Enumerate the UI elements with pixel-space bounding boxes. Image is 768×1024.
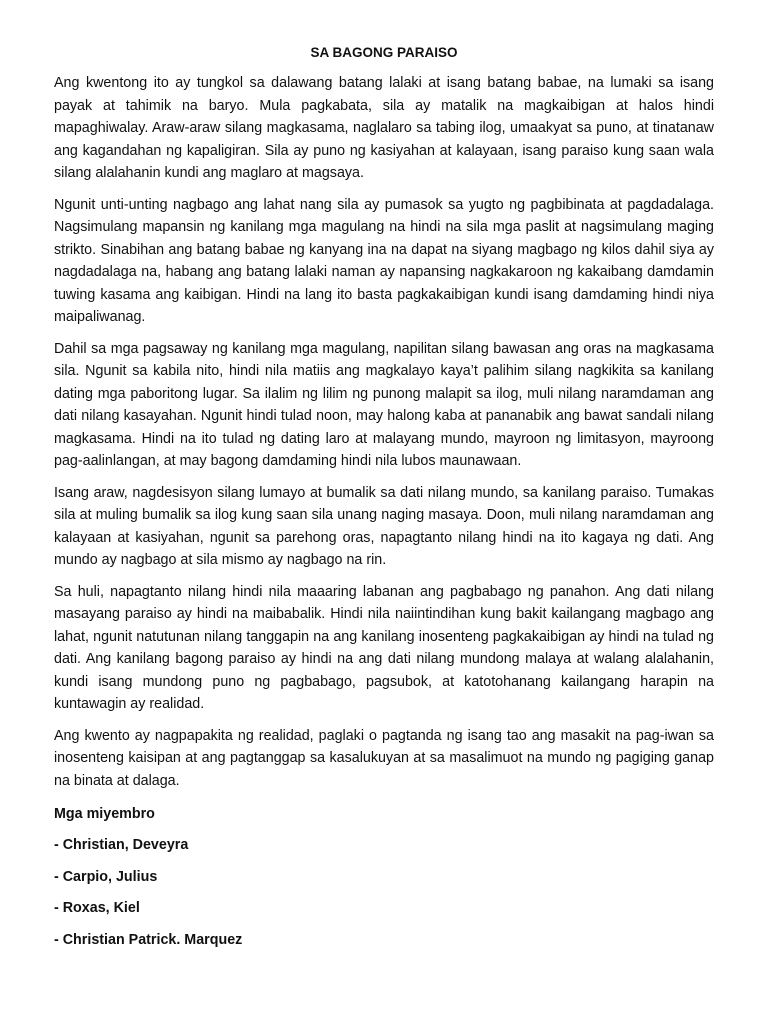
paragraph-realization: Sa huli, napagtanto nilang hindi nila maaaring labanan ang pagbabago ng panahon. Ang dati nilang masayang paraiso ay hindi na maibabalik. Hindi nila naiintindihan kung bakit kailangang magbago ang lahat, ngunit natutunan nilang tanggapin na ang kanilang inosenteng pagkakaibigan ay hindi na tulad ng dati. Ang kanilang bagong paraiso ay hindi na ang dati nilang mundong malaya at walang alalahanin, kundi isang mundong puno ng pagbabago, pagsubok, at katotohanang kailangang harapin na kuntawagin ay realidad. — [54, 583, 714, 712]
members-heading: Mga miyembro — [54, 806, 155, 822]
paragraph-return-to-river: Isang araw, nagdesisyon silang lumayo at bumalik sa dati nilang mundo, sa kanilang paraiso. Tumakas sila at muling bumalik sa ilog kung saan sila unang naging masaya. Doon, muli nilang naramdaman ang kalayaan at kasiyahan, ngunit sa parehong oras, napagtanto nilang hindi na ito kagaya ng dati. Ang mundo ay nagbago at sila mismo ay nagbago na rin. — [54, 484, 714, 568]
member-item: - Roxas, Kiel — [54, 900, 140, 916]
member-item: - Christian, Deveyra — [54, 837, 189, 853]
paragraph-secret-meetings: Dahil sa mga pagsaway ng kanilang mga magulang, napilitan silang bawasan ang oras na magkasama sila. Ngunit sa kabila nito, hindi nila matiis ang magkalayo kaya’t palihim silang nagkikita sa kanilang dating mga paboritong lugar. Sa ilalim ng lilim ng punong malapit sa ilog, muli nilang naramdaman ang dati nilang kasayahan. Ngunit hindi tulad noon, may halong kaba at pananabik ang bawat sandali nilang magkasama. Hindi na ito tulad ng dating laro at malayang mundo, mayroon ng limitasyon, mayroong pag-aalinlangan, at may bagong damdaming hindi nila lubos maunawaan. — [54, 340, 714, 469]
paragraph-intro: Ang kwentong ito ay tungkol sa dalawang batang lalaki at isang batang babae, na lumaki sa isang payak at tahimik na baryo. Mula pagkabata, sila ay matalik na magkaibigan at halos hindi mapaghiwalay. Araw-araw silang magkasama, naglalaro sa tabing ilog, umaakyat sa puno, at tinatanaw ang kagandahan ng kapaligiran. Sila ay puno ng kasiyahan at kalayaan, isang paraiso kung saan wala silang alalahanin kundi ang maglaro at magsaya. — [54, 75, 714, 181]
document-title: SA BAGONG PARAISO — [310, 45, 458, 60]
member-item: - Carpio, Julius — [54, 868, 158, 885]
member-item: - Christian Patrick. Marquez — [54, 931, 243, 948]
paragraph-conclusion: Ang kwento ay nagpapakita ng realidad, paglaki o pagtanda ng isang tao ang masakit na pag-iwan sa inosenteng kaisipan at ang pagtanggap sa kasalukuyan at sa masalimuot na mundo ng pagiging ganap na binata at dalaga. — [54, 727, 714, 789]
document-page — [54, 44, 714, 962]
paragraph-adolescence: Ngunit unti-unting nagbago ang lahat nang sila ay pumasok sa yugto ng pagbibinata at pagdadalaga. Nagsimulang mapansin ng kanilang mga magulang na hindi na sila mga paslit at nagsimulang maging strikto. Sinabihan ang batang babae ng kanyang ina na dapat na siyang magbago ng kilos dahil siya ay nagdadalaga na, habang ang batang lalaki naman ay napansing nagkakaroon ng kakaibang damdamin tuwing kasama ang kaibigan. Hindi na lang ito basta pagkakaibigan kundi isang damdaming hindi niya maipaliwanag. — [54, 196, 714, 325]
